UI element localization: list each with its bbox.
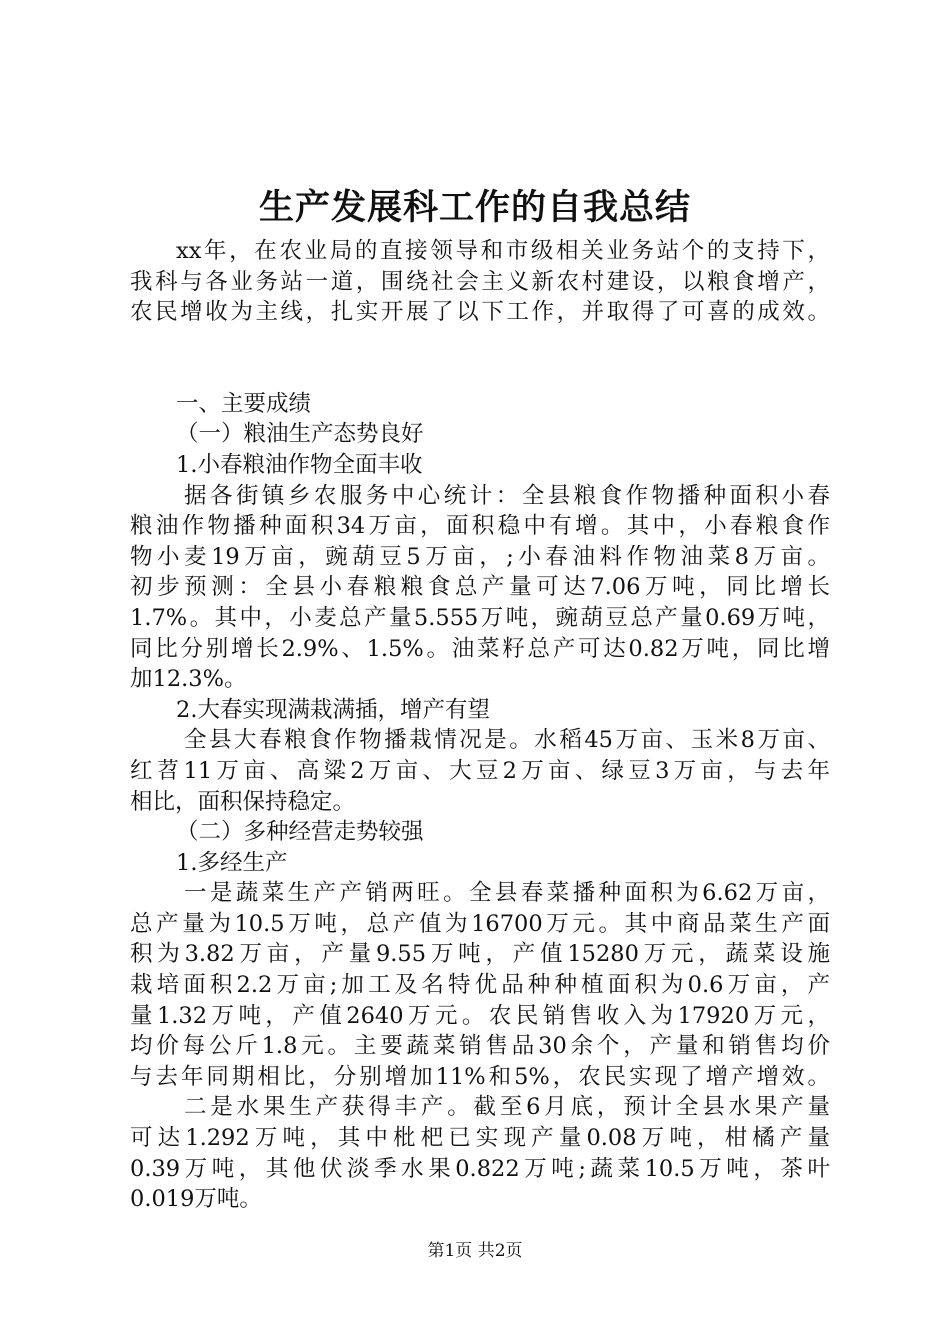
text-line: 总产量为10.5万吨，总产值为16700万元。其中商品菜生产面 — [130, 910, 830, 937]
subsection-heading: （二）多种经营走势较强 — [176, 819, 424, 846]
text-line: 全县大春粮食作物播栽情况是。水稻45万亩、玉米8万亩、 — [184, 727, 830, 754]
text-line: 我科与各业务站一道，围绕社会主义新农村建设，以粮食增产， — [130, 268, 830, 295]
text-line: 粮油作物播种面积34万亩，面积稳中有增。其中，小春粮食作 — [130, 513, 830, 540]
text-line: 物小麦19万亩，豌葫豆5万亩，;小春油料作物油菜8万亩。 — [130, 543, 830, 570]
text-line: 加12.3%。 — [130, 666, 247, 693]
text-line: 均价每公斤1.8元。主要蔬菜销售品30余个，产量和销售均价 — [130, 1033, 830, 1060]
item-heading: 1.小春粮油作物全面丰收 — [176, 451, 423, 478]
document-title: 生产发展科工作的自我总结 — [258, 187, 691, 228]
text-line: 0.39万吨，其他伏淡季水果0.822万吨;蔬菜10.5万吨，茶叶 — [130, 1155, 830, 1182]
text-line: 相比，面积保持稳定。 — [130, 788, 356, 815]
item-heading: 2.大春实现满栽满插，增产有望 — [176, 696, 490, 723]
section-gap — [130, 328, 830, 389]
section-heading: 一、主要成绩 — [176, 390, 312, 417]
subsection-heading: （一）粮油生产态势良好 — [176, 421, 424, 448]
text-line: 农民增收为主线，扎实开展了以下工作，并取得了可喜的成效。 — [130, 299, 830, 326]
text-line: xx年，在农业局的直接领导和市级相关业务站个的支持下， — [176, 238, 830, 264]
text-line: 与去年同期相比，分别增加11%和5%，农民实现了增产增效。 — [130, 1063, 830, 1090]
text-line: 同比分别增长2.9%、1.5%。油菜籽总产可达0.82万吨，同比增 — [130, 635, 830, 662]
text-line: 红苕11万亩、高粱2万亩、大豆2万亩、绿豆3万亩，与去年 — [130, 757, 830, 784]
text-line: 据各街镇乡农服务中心统计：全县粮食作物播种面积小春 — [184, 482, 830, 509]
text-line: 一是蔬菜生产产销两旺。全县春菜播种面积为6.62万亩， — [184, 880, 830, 907]
document-body — [130, 236, 830, 1215]
text-line: 初步预测：全县小春粮粮食总产量可达7.06万吨，同比增长 — [130, 574, 830, 601]
page-footer: 第1页 共2页 — [427, 1241, 523, 1261]
text-line: 1.7%。其中，小麦总产量5.555万吨，豌葫豆总产量0.69万吨， — [130, 604, 830, 631]
text-line: 二是水果生产获得丰产。截至6月底，预计全县水果产量 — [184, 1094, 830, 1121]
text-line: 可达1.292万吨，其中枇杷已实现产量0.08万吨，柑橘产量 — [130, 1125, 830, 1152]
text-line: 积为3.82万亩，产量9.55万吨，产值15280万元，蔬菜设施 — [130, 941, 830, 968]
text-line: 栽培面积2.2万亩;加工及名特优品种种植面积为0.6万亩，产 — [130, 972, 830, 999]
text-line: 0.019万吨。 — [130, 1186, 262, 1213]
text-line: 量1.32万吨，产值2640万元。农民销售收入为17920万元， — [130, 1002, 830, 1029]
item-heading: 1.多经生产 — [176, 849, 288, 876]
